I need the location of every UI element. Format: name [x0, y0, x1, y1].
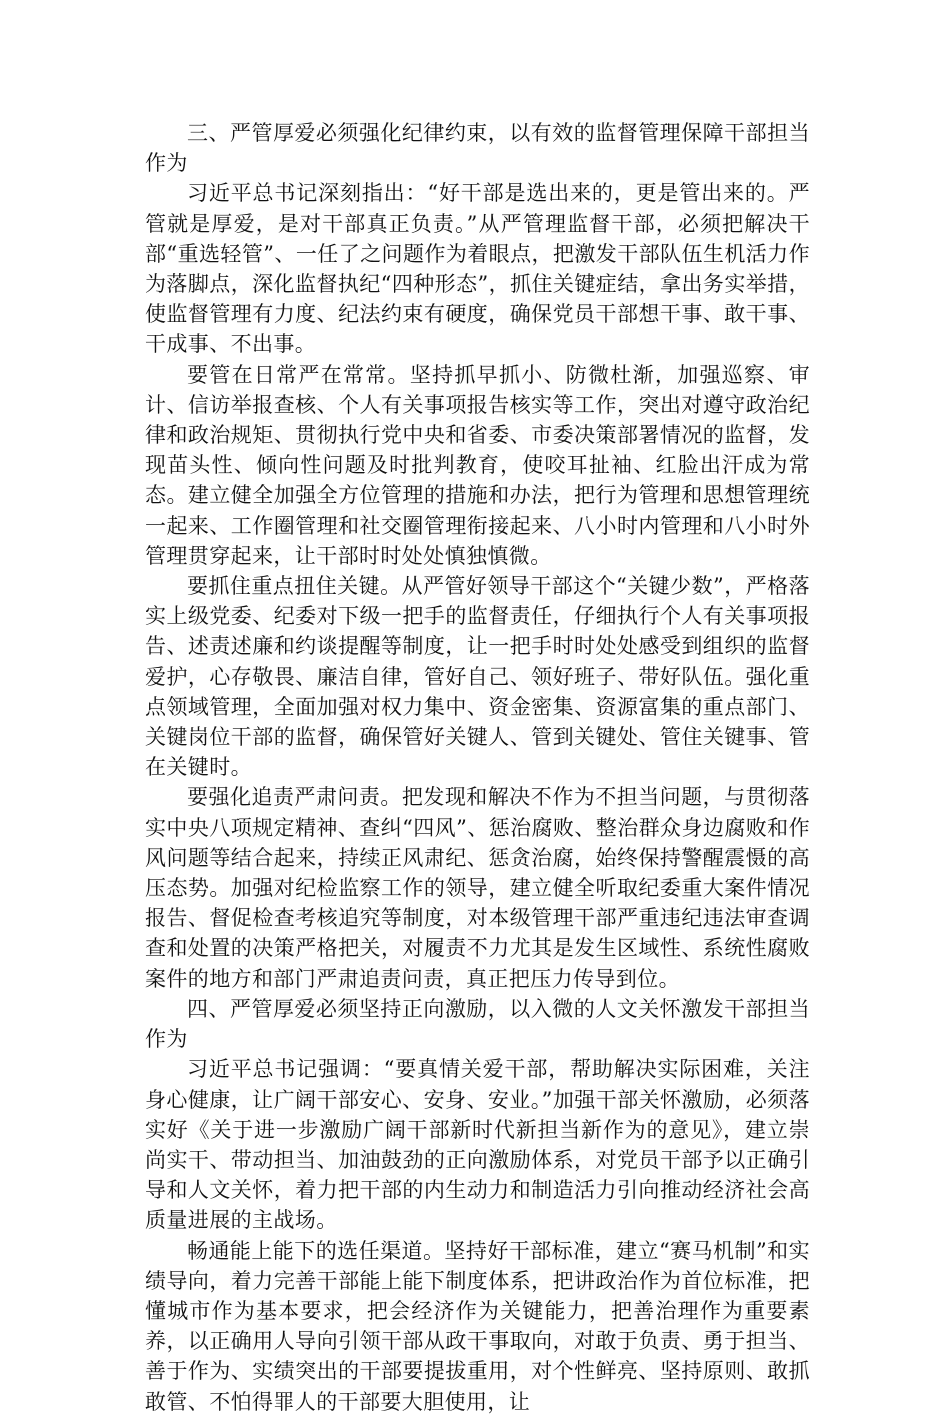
- section-heading-3: 三、严管厚爱必须强化纪律约束，以有效的监督管理保障干部担当作为: [145, 121, 810, 176]
- paragraph: 要管在日常严在常常。坚持抓早抓小、防微杜渐，加强巡察、审计、信访举报查核、个人有关事项报告核实等工作，突出对遵守政治纪律和政治规矩、贯彻执行党中央和省委、市委决策部署情况的监督，发现苗头性、倾向性问题及时批判教育，使咬耳扯袖、红脸出汗成为常态。建立健全加强全方位管理的措施和办法，把行为管理和思想管理统一起来、工作圈管理和社交圈管理衔接起来、八小时内管理和八小时外管理贯穿起来，让干部时时处处慎独慎微。: [145, 362, 810, 568]
- paragraph: 要抓住重点扭住关键。从严管好领导干部这个“关键少数”，严格落实上级党委、纪委对下级一把手的监督责任，仔细执行个人有关事项报告、述责述廉和约谈提醒等制度，让一把手时时处处感受到组织的监督爱护，心存敬畏、廉洁自律，管好自己、领好班子、带好队伍。强化重点领域管理，全面加强对权力集中、资金密集、资源富集的重点部门、关键岗位干部的监督，确保管好关键人、管到关键处、管住关键事、管在关键时。: [145, 574, 810, 780]
- paragraph: 习近平总书记强调：“要真情关爱干部，帮助解决实际困难，关注身心健康，让广阔干部安心、安身、安业。”加强干部关怀激励，必须落实好《关于进一步激励广阔干部新时代新担当新作为的意见》，建立崇尚实干、带动担当、加油鼓劲的正向激励体系，对党员干部予以正确引导和人文关怀，着力把干部的内生动力和制造活力引向推动经济社会高质量进展的主战场。: [145, 1057, 810, 1233]
- document-body: [145, 118, 810, 1417]
- paragraph: 要强化追责严肃问责。把发现和解决不作为不担当问题，与贯彻落实中央八项规定精神、查纠“四风”、惩治腐败、整治群众身边腐败和作风问题等结合起来，持续正风肃纪、惩贪治腐，始终保持警醒震慑的高压态势。加强对纪检监察工作的领导，建立健全听取纪委重大案件情况报告、督促检查考核追究等制度，对本级管理干部严重违纪违法审查调查和处置的决策严格把关，对履责不力尤其是发生区域性、系统性腐败案件的地方和部门严肃追责问责，真正把压力传导到位。: [145, 785, 810, 991]
- paragraph: 习近平总书记深刻指出：“好干部是选出来的，更是管出来的。严管就是厚爱，是对干部真正负责。”从严管理监督干部，必须把解决干部“重选轻管”、一任了之问题作为着眼点，把激发干部队伍生机活力作为落脚点，深化监督执纪“四种形态”，抓住关键症结，拿出务实举措，使监督管理有力度、纪法约束有硬度，确保党员干部想干事、敢干事、干成事、不出事。: [145, 181, 810, 357]
- paragraph: 畅通能上能下的选任渠道。坚持好干部标准，建立“赛马机制”和实绩导向，着力完善干部能上能下制度体系，把讲政治作为首位标准，把懂城市作为基本要求，把会经济作为关键能力，把善治理作为重要素养，以正确用人导向引领干部从政干事取向，对敢于负责、勇于担当、善于作为、实绩突出的干部要提拔重用，对个性鲜亮、坚持原则、敢抓敢管、不怕得罪人的干部要大胆使用，让: [145, 1238, 810, 1414]
- section-heading-4: 四、严管厚爱必须坚持正向激励，以入微的人文关怀激发干部担当作为: [145, 996, 810, 1052]
